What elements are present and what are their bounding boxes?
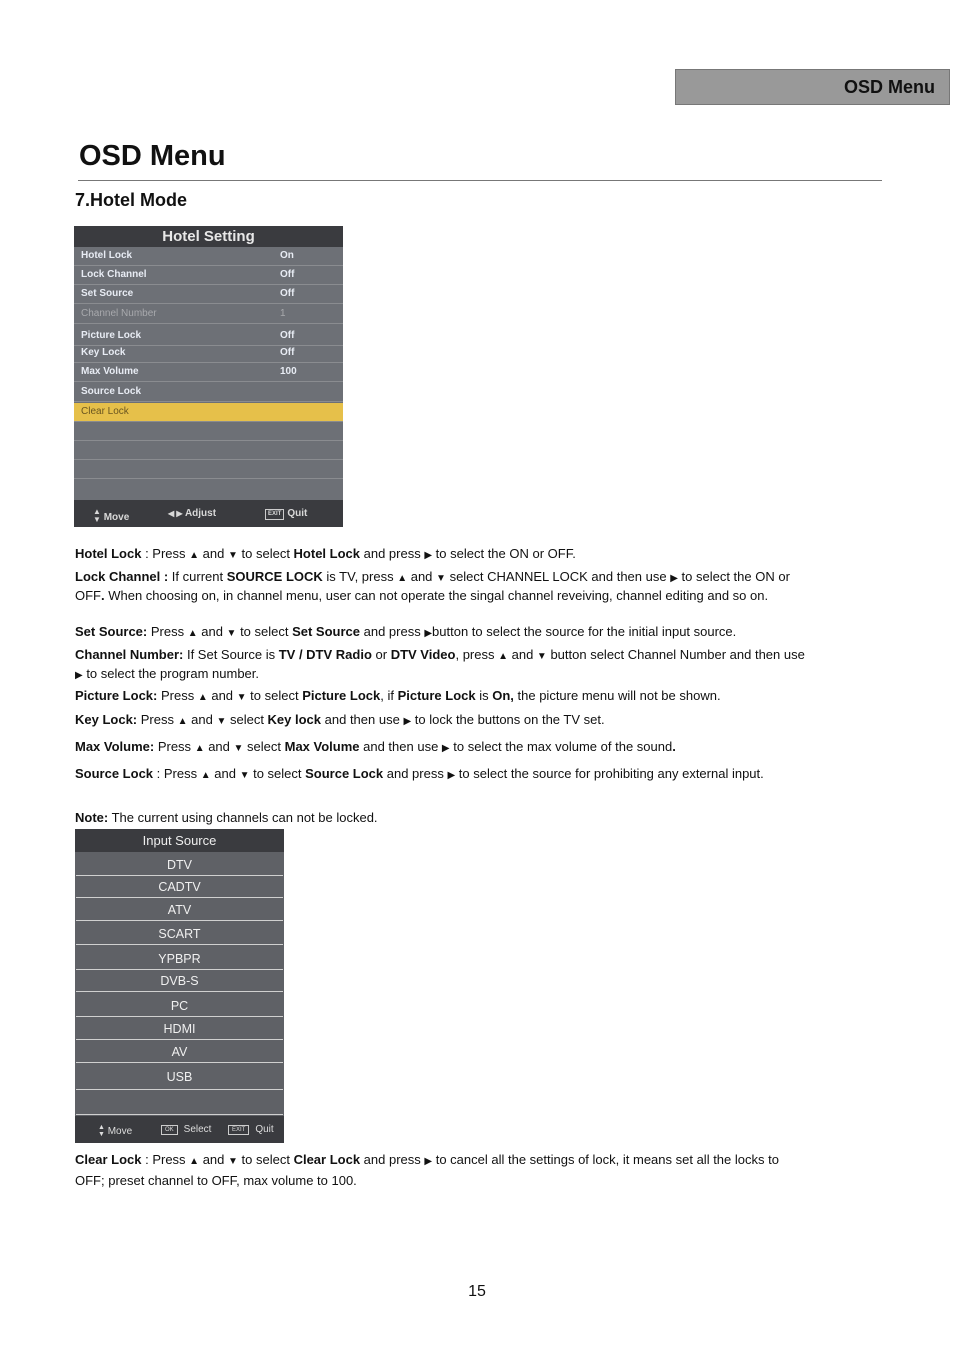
up-arrow-icon: ▲ [177,716,188,727]
row-value: Off [280,288,295,299]
up-arrow-icon: ▲ [194,743,205,754]
osd-row-hotel-lock [74,247,343,266]
up-arrow-icon: ▲ [187,628,198,639]
move-hint: ▲ ▼ Move [93,507,130,524]
down-arrow-icon: ▼ [536,651,547,662]
down-arrow-icon: ▼ [226,628,237,639]
hotel-setting-osd [74,226,343,527]
osd-row-lock-channel [74,266,343,285]
osd-footer [74,500,343,527]
source-item: HDMI [76,1018,283,1040]
row-label: Set Source [81,288,134,299]
right-arrow-icon: ▶ [670,573,678,584]
input-source-osd [75,829,284,1143]
row-label: Source Lock [81,386,142,397]
right-arrow-icon: ▶ [424,550,433,561]
para-note: Note: The current using channels can not be locked. [75,810,378,825]
osd-row-key-lock [74,344,343,363]
osd-row-empty [74,479,343,498]
osd-row-empty [74,441,343,460]
row-label: Key Lock [81,347,126,358]
right-arrow-icon: ▶ [75,670,83,681]
up-arrow-icon: ▲ [189,550,200,561]
select-hint: OK Select [161,1124,211,1135]
down-arrow-icon: ▼ [216,716,227,727]
osd-row-clear-lock [74,403,343,422]
osd-row-empty [74,422,343,441]
row-value: 100 [280,366,297,377]
source-item: ATV [76,899,283,921]
row-value: Off [280,330,295,341]
osd-row-source-lock [74,383,343,402]
adjust-hint: ◀ ▶ Adjust [168,508,217,519]
ok-key-icon: OK [161,1125,178,1135]
right-arrow-icon: ▶ [403,716,412,727]
row-label: Max Volume [81,366,139,377]
right-arrow-icon: ▶ [447,770,456,781]
source-item: DVB-S [76,970,283,992]
para-source-lock: Source Lock : Press ▲ and ▼ to select Source Lock and press ▶ to select the source for prohibiting any external input. [75,766,764,781]
right-arrow-icon: ▶ [441,743,450,754]
updown-arrow-icon: ▲ ▼ [93,507,101,524]
para-key-lock: Key Lock: Press ▲ and ▼ select Key lock and then use ▶ to lock the buttons on the TV set. [75,712,605,727]
input-source-title: Input Source [75,829,284,852]
para-max-volume: Max Volume: Press ▲ and ▼ select Max Volume and then use ▶ to select the max volume of the sound. [75,739,676,754]
osd-row-empty [74,460,343,479]
source-osd-footer [75,1116,284,1143]
osd-row-channel-number [74,305,343,324]
up-arrow-icon: ▲ [189,1156,200,1167]
up-arrow-icon: ▲ [197,692,208,703]
para-clear-lock: Clear Lock : Press ▲ and ▼ to select Clear Lock and press ▶ to cancel all the settings of lock, it means set all the locks to OFF; preset channel to OFF, max volume to 100. [75,1152,779,1188]
row-label: Picture Lock [81,330,142,341]
para-channel-number: Channel Number: If Set Source is TV / DTV Radio or DTV Video, press ▲ and ▼ button select Channel Number and then use ▶ to select the program number. [75,647,805,681]
row-value: On [280,250,294,261]
row-label: Clear Lock [81,406,129,417]
down-arrow-icon: ▼ [233,743,244,754]
osd-title: Hotel Setting [74,226,343,247]
para-set-source: Set Source: Press ▲ and ▼ to select Set Source and press ▶button to select the source for the initial input source. [75,624,737,639]
right-arrow-icon: ▶ [424,628,433,639]
source-item: DTV [76,854,283,876]
down-arrow-icon: ▼ [239,770,250,781]
source-item: YPBPR [76,948,283,970]
updown-arrow-icon: ▲ ▼ [98,1124,105,1138]
right-arrow-icon: ▶ [424,1156,433,1167]
row-label: Channel Number [81,308,157,319]
down-arrow-icon: ▼ [436,573,446,584]
osd-row-max-volume [74,363,343,382]
page-number: 15 [468,1283,486,1300]
row-label: Hotel Lock [81,250,133,261]
para-picture-lock: Picture Lock: Press ▲ and ▼ to select Picture Lock, if Picture Lock is On, the picture menu will not be shown. [75,688,721,703]
source-item: AV [76,1041,283,1063]
osd-row-set-source [74,285,343,304]
para-hotel-lock: Hotel Lock : Press ▲ and ▼ to select Hotel Lock and press ▶ to select the ON or OFF. [75,546,576,561]
source-item: USB [76,1066,283,1090]
quit-hint: EXIT Quit [265,508,307,520]
header-tab-label: OSD Menu [843,77,935,97]
row-value: 1 [280,308,286,319]
row-value: Off [280,347,295,358]
source-item: PC [76,995,283,1017]
row-value: Off [280,269,295,280]
up-arrow-icon: ▲ [200,770,211,781]
down-arrow-icon: ▼ [227,550,238,561]
title-divider [78,180,882,181]
source-item: SCART [76,923,283,945]
up-arrow-icon: ▲ [397,573,408,584]
source-item [76,1091,283,1115]
exit-key-icon: EXIT [265,509,284,520]
leftright-arrow-icon: ◀ ▶ [168,509,183,518]
down-arrow-icon: ▼ [236,692,247,703]
down-arrow-icon: ▼ [228,1156,238,1167]
exit-key-icon: EXIT [228,1125,249,1135]
header-tab [675,69,950,105]
para-lock-channel: Lock Channel : If current SOURCE LOCK is TV, press ▲ and ▼ select CHANNEL LOCK and then use ▶ to select the ON or OFF. When choosing on, in channel menu, user can not operate the singal channel reveiving, channel editing and so on. [75,569,790,603]
row-label: Lock Channel [81,269,147,280]
quit-hint: EXIT Quit [228,1124,274,1135]
section-title: 7.Hotel Mode [75,190,188,210]
move-hint: ▲ ▼ Move [98,1124,133,1138]
page-title: OSD Menu [79,140,226,172]
up-arrow-icon: ▲ [498,651,508,662]
source-item: CADTV [76,876,283,898]
